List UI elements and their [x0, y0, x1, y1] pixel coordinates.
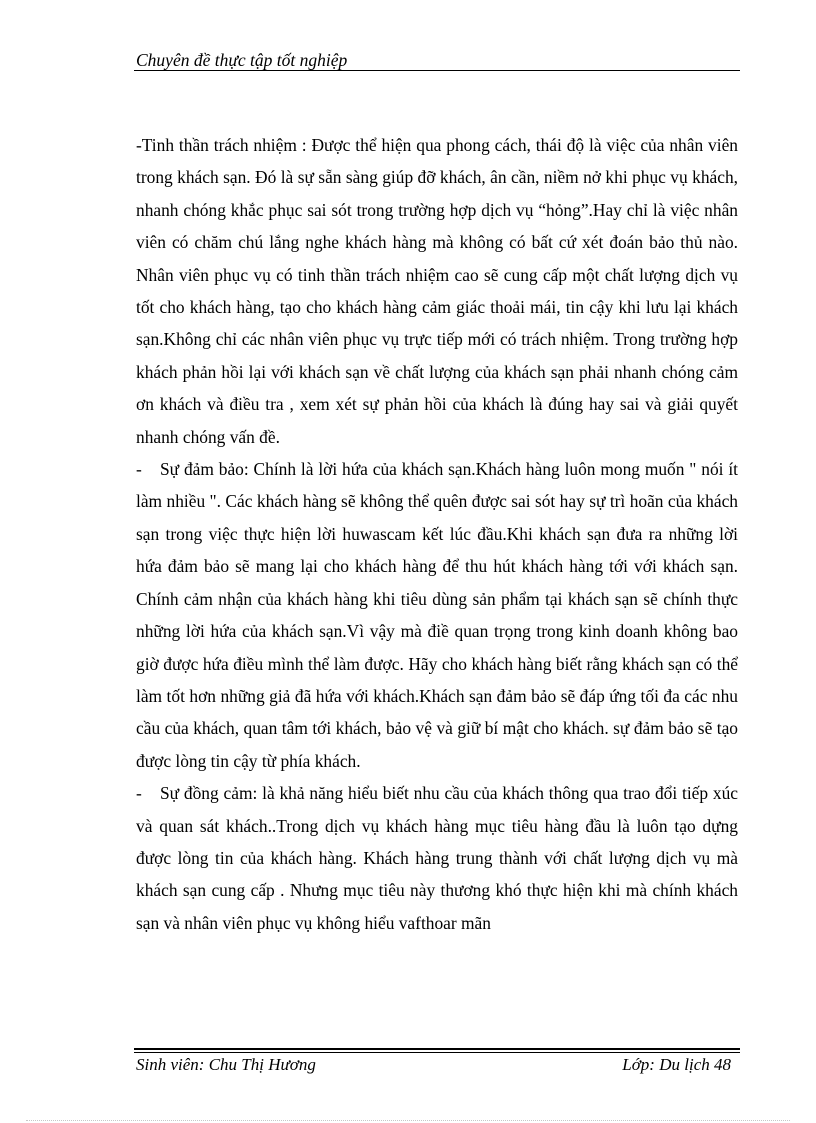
footer-class: Lớp: Du lịch 48	[622, 1055, 731, 1074]
paragraph-text: Sự đồng cảm: là khả năng hiểu biết nhu cầu của khách thông qua trao đổi tiếp xúc và quan sát khách..Trong dịch vụ khách hàng mục tiêu hàng đầu là luôn tạo dựng được lòng tin của khách hàng. Khách hàng trung thành với chất lượng dịch vụ mà khách sạn cung cấp . Nhưng mục tiêu này thương khó thực hiện khi mà chính khách sạn và nhân viên phục vụ không hiểu vafthoar mãn	[136, 783, 738, 933]
document-body	[136, 129, 738, 939]
footer-divider-thick	[134, 1048, 740, 1050]
list-dash: -	[136, 783, 142, 804]
paragraph-assurance	[136, 453, 738, 777]
header-divider	[134, 70, 740, 71]
footer-student: Sinh viên: Chu Thị Hương	[136, 1055, 316, 1074]
paragraph-empathy	[136, 777, 738, 939]
page-header-title: Chuyên đề thực tập tốt nghiệp	[136, 50, 348, 70]
page-footer	[136, 1054, 731, 1076]
page-edge-dotted-line	[26, 1120, 790, 1121]
paragraph-text: -Tinh thần trách nhiệm : Được thể hiện qua phong cách, thái độ là việc của nhân viên trong khách sạn. Đó là sự sẵn sàng giúp đỡ khách, ân cần, niềm nở khi phục vụ khách, nhanh chóng khắc phục sai sót trong trường hợp dịch vụ “hỏng”.Hay chỉ là việc nhân viên có chăm chú lắng nghe khách hàng mà không có bất cứ xét đoán bảo thủ nào. Nhân viên phục vụ có tinh thần trách nhiệm cao sẽ cung cấp một chất lượng dịch vụ tốt cho khách hàng, tạo cho khách hàng cảm giác thoải mái, tin cậy khi lưu lại khách sạn.Không chỉ các nhân viên phục vụ trực tiếp mới có trách nhiệm. Trong trường hợp khách phản hồi lại với khách sạn về chất lượng của khách sạn phải nhanh chóng cảm ơn khách và điều tra , xem xét sự phản hồi của khách là đúng hay sai và giải quyết nhanh chóng vấn đề.	[136, 135, 738, 447]
paragraph-text: Sự đảm bảo: Chính là lời hứa của khách sạn.Khách hàng luôn mong muốn " nói ít làm nhiều ". Các khách hàng sẽ không thể quên được sai sót hay sự trì hoãn của khách sạn trong việc thực hiện lời huwascam kết lúc đầu.Khi khách sạn đưa ra những lời hứa đảm bảo sẽ mang lại cho khách hàng để thu hút khách hàng tới với khách sạn. Chính cảm nhận của khách hàng khi tiêu dùng sản phẩm tại khách sạn sẽ chính thực những lời hứa của khách sạn.Vì vậy mà điề quan trọng trong kinh doanh không bao giờ được hứa điều mình thể làm được. Hãy cho khách hàng biết rằng khách sạn có thể làm tốt hơn những giả đã hứa với khách.Khách sạn đảm bảo sẽ đáp ứng tối đa các nhu cầu của khách, quan tâm tới khách, bảo vệ và giữ bí mật cho khách. sự đảm bảo sẽ tạo được lòng tin cậy từ phía khách.	[136, 459, 738, 771]
footer-divider-thin	[134, 1052, 740, 1053]
paragraph-responsibility	[136, 129, 738, 453]
list-dash: -	[136, 459, 142, 480]
